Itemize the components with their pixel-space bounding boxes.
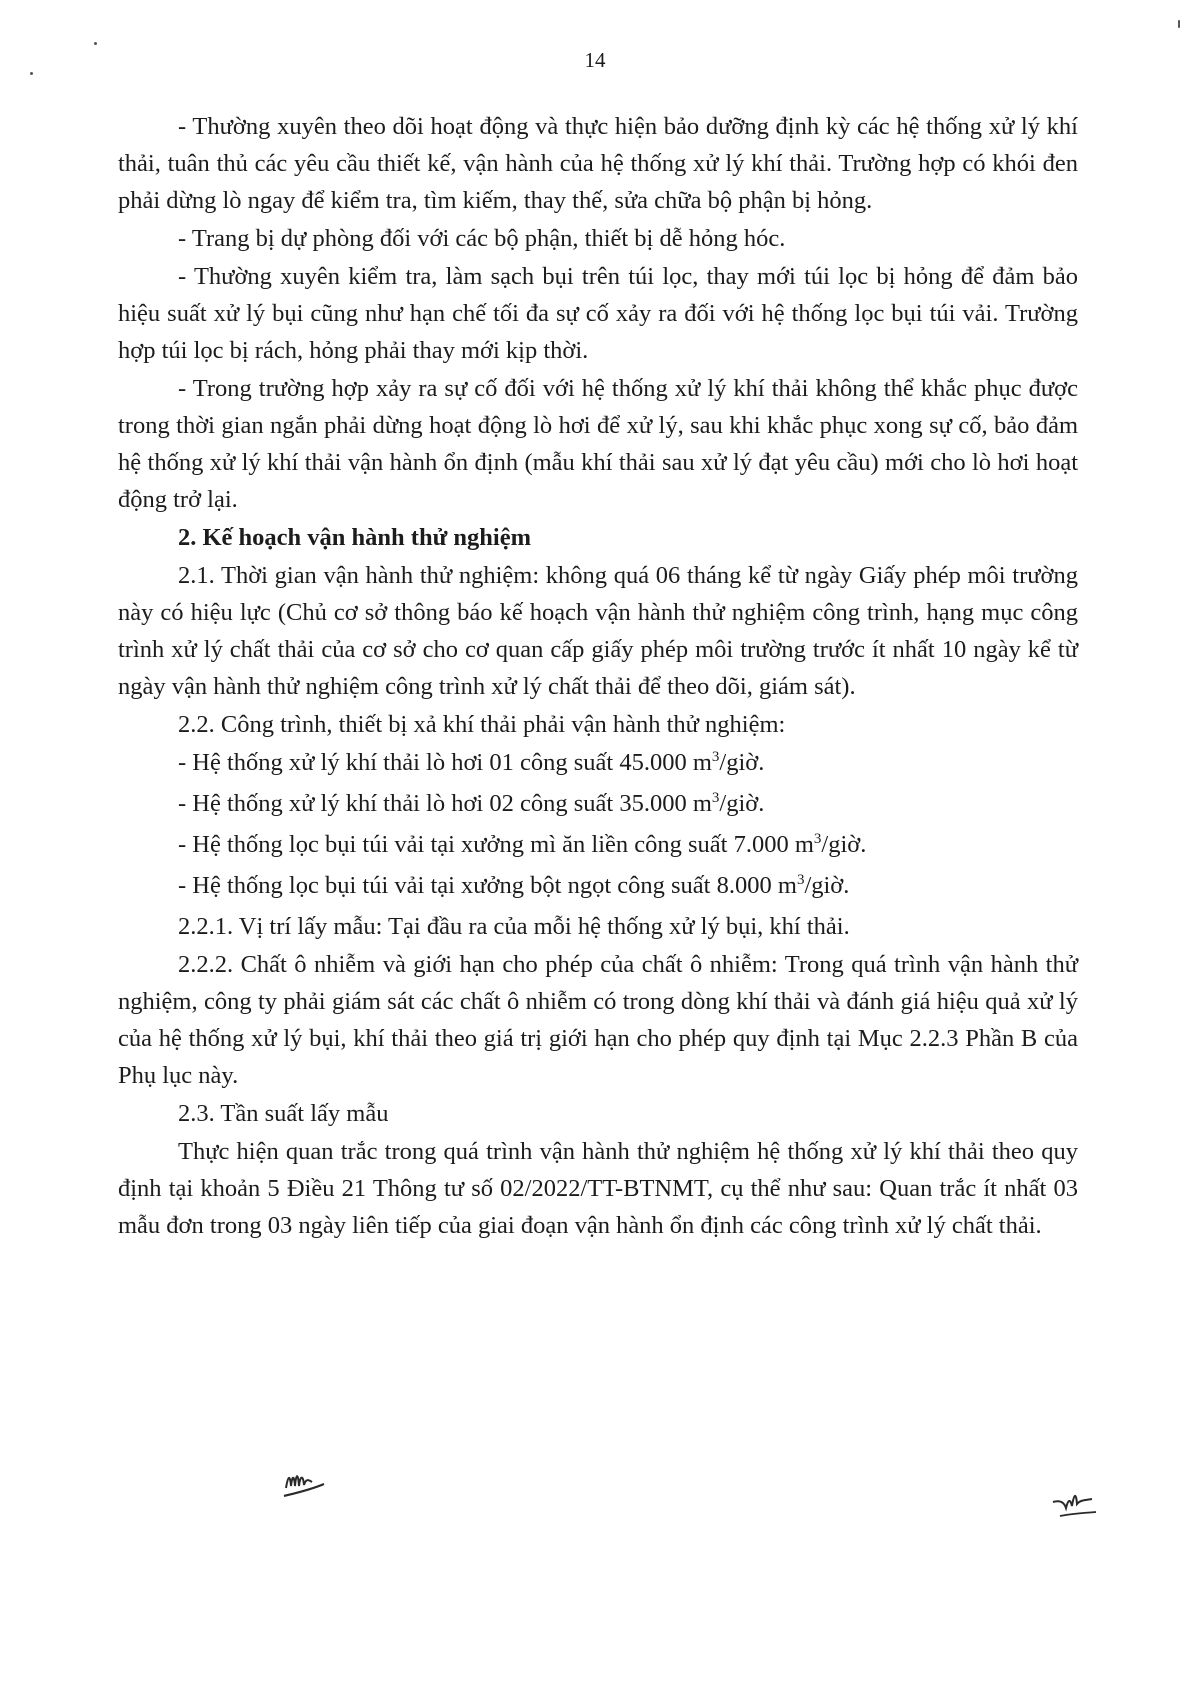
paragraph-2-2-1: 2.2.1. Vị trí lấy mẫu: Tại đầu ra của mỗi hệ thống xử lý bụi, khí thải. <box>178 913 850 940</box>
equipment-item: - Hệ thống lọc bụi túi vải tại xưởng bột ngọt công suất 8.000 $m^3$/giờ. <box>178 871 850 899</box>
section-heading: 2. Kế hoạch vận hành thử nghiệm <box>178 524 532 551</box>
equipment-item: - Hệ thống xử lý khí thải lò hơi 02 công suất 35.000 $m^3$/giờ. <box>178 789 765 817</box>
paragraph-2-2-2: 2.2.2. Chất ô nhiễm và giới hạn cho phép của chất ô nhiễm: Trong quá trình vận hành thử nghiệm, công ty phải giám sát các chất ô nhiễm có trong dòng khí thải và đánh giá hiệu quả xử lý của hệ thống xử lý bụi, khí thải theo giá trị giới hạn cho phép quy định tại Mục 2.2.3 Phần B của Phụ lục này. <box>118 951 1078 1089</box>
paragraph-incident: - Trong trường hợp xảy ra sự cố đối với hệ thống xử lý khí thải không thể khắc phục được trong thời gian ngắn phải dừng hoạt động lò hơi để xử lý, sau khi khắc phục xong sự cố, bảo đảm hệ thống xử lý khí thải vận hành ổn định (mẫu khí thải sau xử lý đạt yêu cầu) mới cho lò hơi hoạt động trở lại. <box>118 375 1078 513</box>
paragraph-monitoring: Thực hiện quan trắc trong quá trình vận hành thử nghiệm hệ thống xử lý khí thải theo quy định tại khoản 5 Điều 21 Thông tư số 02/2022/TT-BTNMT, cụ thể như sau: Quan trắc ít nhất 03 mẫu đơn trong 03 ngày liên tiếp của giai đoạn vận hành ổn định các công trình xử lý chất thải. <box>118 1138 1078 1239</box>
page-number: 14 <box>584 48 606 72</box>
paragraph-2-1: 2.1. Thời gian vận hành thử nghiệm: không quá 06 tháng kể từ ngày Giấy phép môi trường này có hiệu lực (Chủ cơ sở thông báo kế hoạch vận hành thử nghiệm công trình, hạng mục công trình xử lý chất thải của cơ sở cho cơ quan cấp giấy phép môi trường trước ít nhất 10 ngày kể từ ngày vận hành thử nghiệm công trình xử lý chất thải để theo dõi, giám sát). <box>118 562 1078 700</box>
paragraph-2-2: 2.2. Công trình, thiết bị xả khí thải phải vận hành thử nghiệm: <box>178 711 786 738</box>
scan-speck <box>94 42 97 45</box>
equipment-item: - Hệ thống xử lý khí thải lò hơi 01 công suất 45.000 $m^3$/giờ. <box>178 748 765 776</box>
scan-speck <box>30 72 33 75</box>
paragraph-exhaust-maintenance: - Thường xuyên theo dõi hoạt động và thực hiện bảo dưỡng định kỳ các hệ thống xử lý khí thải, tuân thủ các yêu cầu thiết kế, vận hành của hệ thống xử lý khí thải. Trường hợp có khói đen phải dừng lò ngay để kiểm tra, tìm kiếm, thay thế, sửa chữa bộ phận bị hỏng. <box>118 113 1078 214</box>
paragraph-spare-parts: - Trang bị dự phòng đối với các bộ phận, thiết bị dễ hỏng hóc. <box>178 225 786 252</box>
initials-signature-right <box>1050 1490 1110 1522</box>
paragraph-2-3: 2.3. Tần suất lấy mẫu <box>178 1100 389 1127</box>
document-body <box>118 108 1078 1245</box>
initials-signature-left <box>282 1468 332 1502</box>
equipment-item: - Hệ thống lọc bụi túi vải tại xưởng mì ăn liền công suất 7.000 $m^3$/giờ. <box>178 830 867 858</box>
scan-speck <box>1178 20 1180 28</box>
paragraph-bag-filter: - Thường xuyên kiểm tra, làm sạch bụi trên túi lọc, thay mới túi lọc bị hỏng để đảm bảo hiệu suất xử lý bụi cũng như hạn chế tối đa sự cố xảy ra đối với hệ thống lọc bụi túi vải. Trường hợp túi lọc bị rách, hỏng phải thay mới kịp thời. <box>118 263 1078 364</box>
